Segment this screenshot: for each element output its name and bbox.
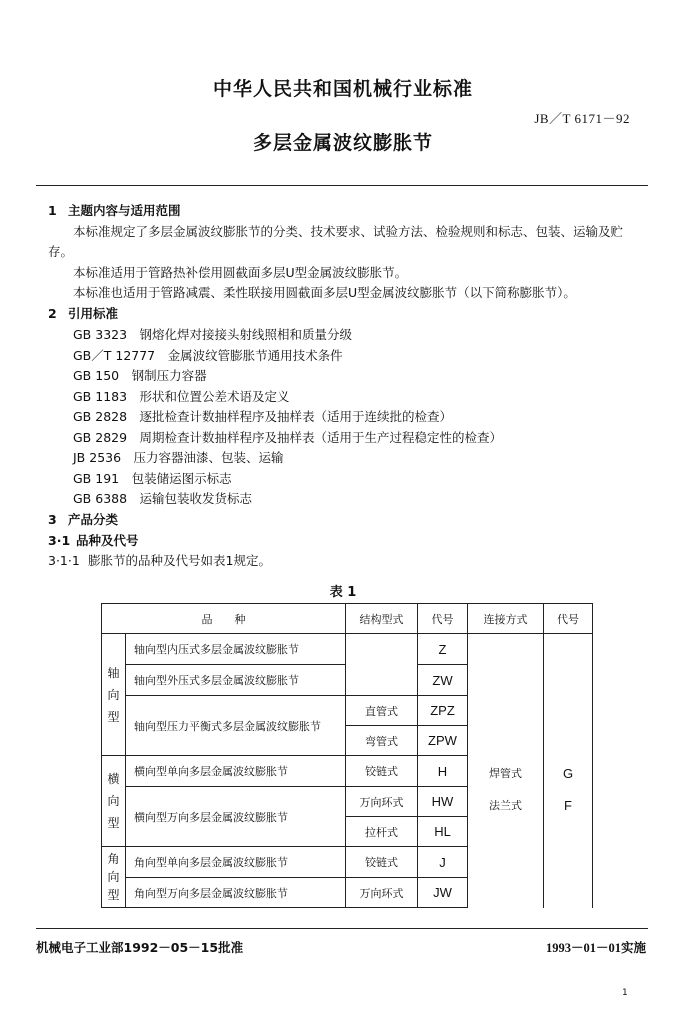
section-3-title: 产品分类 [68, 512, 119, 527]
header-connection: 连接方式 [468, 604, 544, 634]
structure-type: 弯管式 [346, 726, 418, 756]
header-variety: 品 种 [102, 604, 346, 634]
variety-name: 轴向型压力平衡式多层金属波纹膨胀节 [126, 696, 346, 756]
reference-item: GB 1183 形状和位置公差术语及定义 [73, 389, 290, 404]
section-1-para-1: 本标准规定了多层金属波纹膨胀节的分类、技术要求、试验方法、检验规则和标志、包装、运输及贮 [73, 224, 624, 239]
standard-code: JB／T 6171－92 [534, 111, 630, 126]
variety-name: 轴向型外压式多层金属波纹膨胀节 [126, 665, 346, 696]
section-1-number: 1 [48, 203, 57, 218]
structure-type: 拉杆式 [346, 817, 418, 847]
variety-name: 横向型万向多层金属波纹膨胀节 [126, 787, 346, 847]
connection-welded-code: G [562, 766, 574, 781]
variety-code: ZPZ [418, 696, 468, 726]
variety-code: ZPW [418, 726, 468, 756]
variety-code: Z [418, 634, 468, 665]
reference-item: JB 2536 压力容器油漆、包装、运输 [73, 450, 284, 465]
table-header-row [102, 604, 593, 634]
variety-code: HL [418, 817, 468, 847]
issuing-organization: 中华人民共和国机械行业标准 [212, 78, 473, 100]
section-3-1-number: 3·1 [48, 533, 71, 548]
section-1-para-1-cont: 存。 [48, 244, 74, 259]
reference-item: GB 150 钢制压力容器 [73, 368, 207, 383]
variety-code: HW [418, 787, 468, 817]
group-lateral: 横向型 [102, 756, 126, 847]
connection-flanged: 法兰式 [489, 799, 522, 812]
structure-type: 直管式 [346, 696, 418, 726]
variety-name: 轴向型内压式多层金属波纹膨胀节 [126, 634, 346, 665]
section-3-1-1-text: 膨胀节的品种及代号如表1规定。 [88, 553, 271, 568]
variety-name: 横向型单向多层金属波纹膨胀节 [126, 756, 346, 787]
header-rule [36, 185, 648, 186]
group-axial: 轴向型 [102, 634, 126, 756]
variety-code: ZW [418, 665, 468, 696]
section-2-number: 2 [48, 306, 57, 321]
section-3-1-1-number: 3·1·1 [48, 553, 80, 568]
document-title: 多层金属波纹膨胀节 [252, 132, 433, 154]
header-code: 代号 [418, 604, 468, 634]
header-structure: 结构型式 [346, 604, 418, 634]
variety-name: 角向型万向多层金属波纹膨胀节 [126, 878, 346, 908]
group-angular: 角向型 [102, 847, 126, 908]
section-3-number: 3 [48, 512, 57, 527]
reference-item: GB 3323 钢熔化焊对接接头射线照相和质量分级 [73, 327, 353, 342]
variety-code: J [418, 847, 468, 878]
reference-item: GB 6388 运输包装收发货标志 [73, 491, 253, 506]
section-1-title: 主题内容与适用范围 [68, 203, 181, 218]
table-row [102, 634, 593, 665]
variety-code: JW [418, 878, 468, 908]
reference-item: GB 2829 周期检查计数抽样程序及抽样表（适用于生产过程稳定性的检查） [73, 430, 503, 445]
effective-date: 1993－01－01实施 [545, 941, 646, 955]
section-3-1-title: 品种及代号 [76, 533, 139, 548]
structure-type: 万向环式 [346, 787, 418, 817]
table-caption: 表 1 [329, 585, 357, 600]
structure-type: 铰链式 [346, 756, 418, 787]
variety-code-table [101, 603, 593, 908]
section-1-para-2: 本标准适用于管路热补偿用圆截面多层U型金属波纹膨胀节。 [73, 265, 408, 280]
connection-codes [544, 634, 593, 908]
connection-flanged-code: F [564, 798, 572, 813]
approval-date: 机械电子工业部1992－05－15批准 [36, 940, 244, 955]
reference-item: GB 2828 逐批检查计数抽样程序及抽样表（适用于连续批的检查） [73, 409, 453, 424]
reference-item: GB 191 包装储运图示标志 [73, 471, 232, 486]
connection-welded: 焊管式 [489, 767, 522, 780]
reference-item: GB／T 12777 金属波纹管膨胀节通用技术条件 [73, 348, 343, 363]
structure-type: 万向环式 [346, 878, 418, 908]
page-number: 1 [622, 988, 628, 998]
variety-name: 角向型单向多层金属波纹膨胀节 [126, 847, 346, 878]
header-connection-code: 代号 [544, 604, 593, 634]
footer-rule [36, 928, 648, 929]
structure-type [346, 634, 418, 696]
variety-code: H [418, 756, 468, 787]
section-2-title: 引用标准 [68, 306, 119, 321]
section-1-para-3: 本标准也适用于管路减震、柔性联接用圆截面多层U型金属波纹膨胀节（以下简称膨胀节）。 [73, 285, 576, 300]
structure-type: 铰链式 [346, 847, 418, 878]
connection-types [468, 634, 544, 908]
